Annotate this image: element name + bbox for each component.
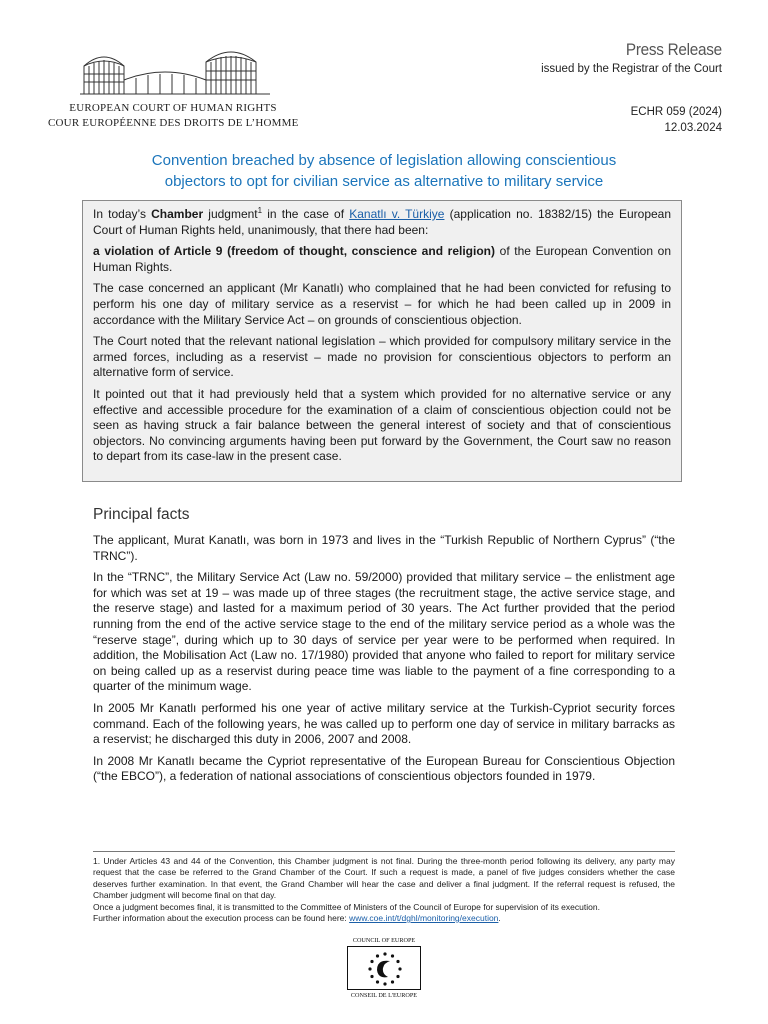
reference-block — [631, 104, 722, 136]
summary-paragraph-5: It pointed out that it had previously held that a system which provided for no alternative service or any effective and accessible procedure for the examination of a claim of conscientious objection could not be seen as having struck a fair balance between the general interest of society and that of conscientious objectors. No convincing arguments having been put forward by the Government, the Court saw no reason to depart from its case-law in the present case. — [93, 386, 671, 464]
facts-paragraph: The applicant, Murat Kanatlı, was born in 1973 and lives in the “Turkish Republic of Northern Cyprus” (“the TRNC”). — [93, 533, 675, 563]
council-of-europe-logo — [345, 937, 423, 1003]
summary-text: of the European Convention on Human Rights. — [93, 244, 671, 274]
section-title-principal-facts: Principal facts — [93, 506, 190, 523]
footnote-ref[interactable]: 1 — [257, 206, 263, 215]
headline-line-1: Convention breached by absence of legislation allowing conscientious — [151, 152, 617, 169]
summary-paragraph-4: The Court noted that the relevant national legislation – which provided for compulsory military service in the armed forces, including as a reservist – made no provision for conscientious objectors to perform an alternative form of service. — [93, 334, 671, 380]
headline-line-2: objectors to opt for civilian service as alternative to military service — [164, 173, 604, 190]
headline — [70, 150, 698, 192]
footnote-text: Further information about the execution process can be found here: — [93, 913, 350, 924]
footnote-2: Once a judgment becomes final, it is transmitted to the Committee of Ministers of the Council of Europe for supervision of its execution. — [93, 901, 600, 912]
facts-body — [93, 533, 675, 791]
footnote-1: 1. Under Articles 43 and 44 of the Convention, this Chamber judgment is not final. During the three-month period following its delivery, any party may request that the case be referred to the Grand Chamber of the Court. If such a request is made, a panel of five judges considers whether the case deserves further examination. In that event, the Grand Chamber will hear the case and deliver a final judgment. If the referral request is refused, the Chamber judgment will become final on that day. — [93, 856, 675, 901]
reference-number: ECHR 059 (2024) — [630, 106, 722, 118]
release-date: 12.03.2024 — [664, 122, 722, 134]
court-building-icon — [80, 44, 270, 100]
coe-emblem-icon — [365, 949, 405, 989]
coe-bottom-text: CONSEIL DE L'EUROPE — [350, 992, 418, 999]
facts-paragraph: In 2008 Mr Kanatlı became the Cypriot representative of the European Bureau for Conscientious Objection (“the EBCO”), a federation of national associations of conscientious objectors founded in 1979. — [93, 753, 675, 784]
summary-bold: Chamber — [151, 207, 204, 221]
court-logo — [48, 44, 298, 134]
summary-paragraph-1 — [93, 207, 671, 238]
execution-link[interactable]: www.coe.int/t/dghl/monitoring/execution — [349, 913, 499, 924]
press-release-title: Press Release — [626, 40, 722, 59]
summary-text: in the case of — [262, 207, 350, 221]
summary-paragraph-3: The case concerned an applicant (Mr Kanatlı) who complained that he had been convicted for refusing to perform his one day of military service as a reservist – for which he had been called up in 2009 in accordance with the Military Service Act – on grounds of conscientious objection. — [93, 281, 671, 327]
facts-paragraph: In the “TRNC”, the Military Service Act (Law no. 59/2000) provided that military service – the enlistment age for which was set at 19 – was made up of three stages (the recruitment stage, the active service stage, and the reserve stage) and lasted for a maximum period of 30 years. The Act further provided that the period running from the end of the active service stage to the end of the military service period as a whole was the “reserve stage”, during which up to 30 days of service per year were to be performed when required. In addition, the Mobilisation Act (Law no. 17/1980) provided that anyone who failed to report for military service on being called up as a reservist during peace time was liable to the payment of a fine corresponding to a quarter of the minimum wage. — [93, 570, 675, 694]
press-release-subtitle: issued by the Registrar of the Court — [541, 63, 722, 75]
summary-text: judgment — [203, 207, 258, 221]
summary-text: (application no. 18382/15) the European Court of Human Rights held, unanimously, that there had been: — [93, 207, 672, 237]
coe-emblem-frame — [347, 946, 421, 990]
coe-top-text: COUNCIL OF EUROPE — [352, 937, 416, 944]
summary-paragraph-2 — [93, 244, 671, 275]
summary-text: In today’s — [93, 207, 152, 221]
summary-bold: a violation of Article 9 (freedom of thought, conscience and religion) — [93, 244, 495, 259]
footnotes — [93, 856, 675, 924]
footnote-text: . — [498, 913, 501, 924]
case-link[interactable]: Kanatlı v. Türkiye — [349, 207, 445, 221]
court-name-fr: COUR EUROPÉENNE DES DROITS DE L’HOMME — [48, 117, 299, 129]
summary-box — [82, 200, 682, 482]
facts-paragraph: In 2005 Mr Kanatlı performed his one year of active military service at the Turkish-Cypriot security forces command. Each of the following years, he was called up to perform one day of service in military barracks as a reservist; he discharged this duty in 2006, 2007 and 2008. — [93, 700, 675, 747]
footnote-divider — [93, 851, 675, 852]
footnote-3 — [93, 913, 675, 924]
press-release-header — [541, 40, 722, 75]
court-name-en: EUROPEAN COURT OF HUMAN RIGHTS — [69, 102, 277, 114]
